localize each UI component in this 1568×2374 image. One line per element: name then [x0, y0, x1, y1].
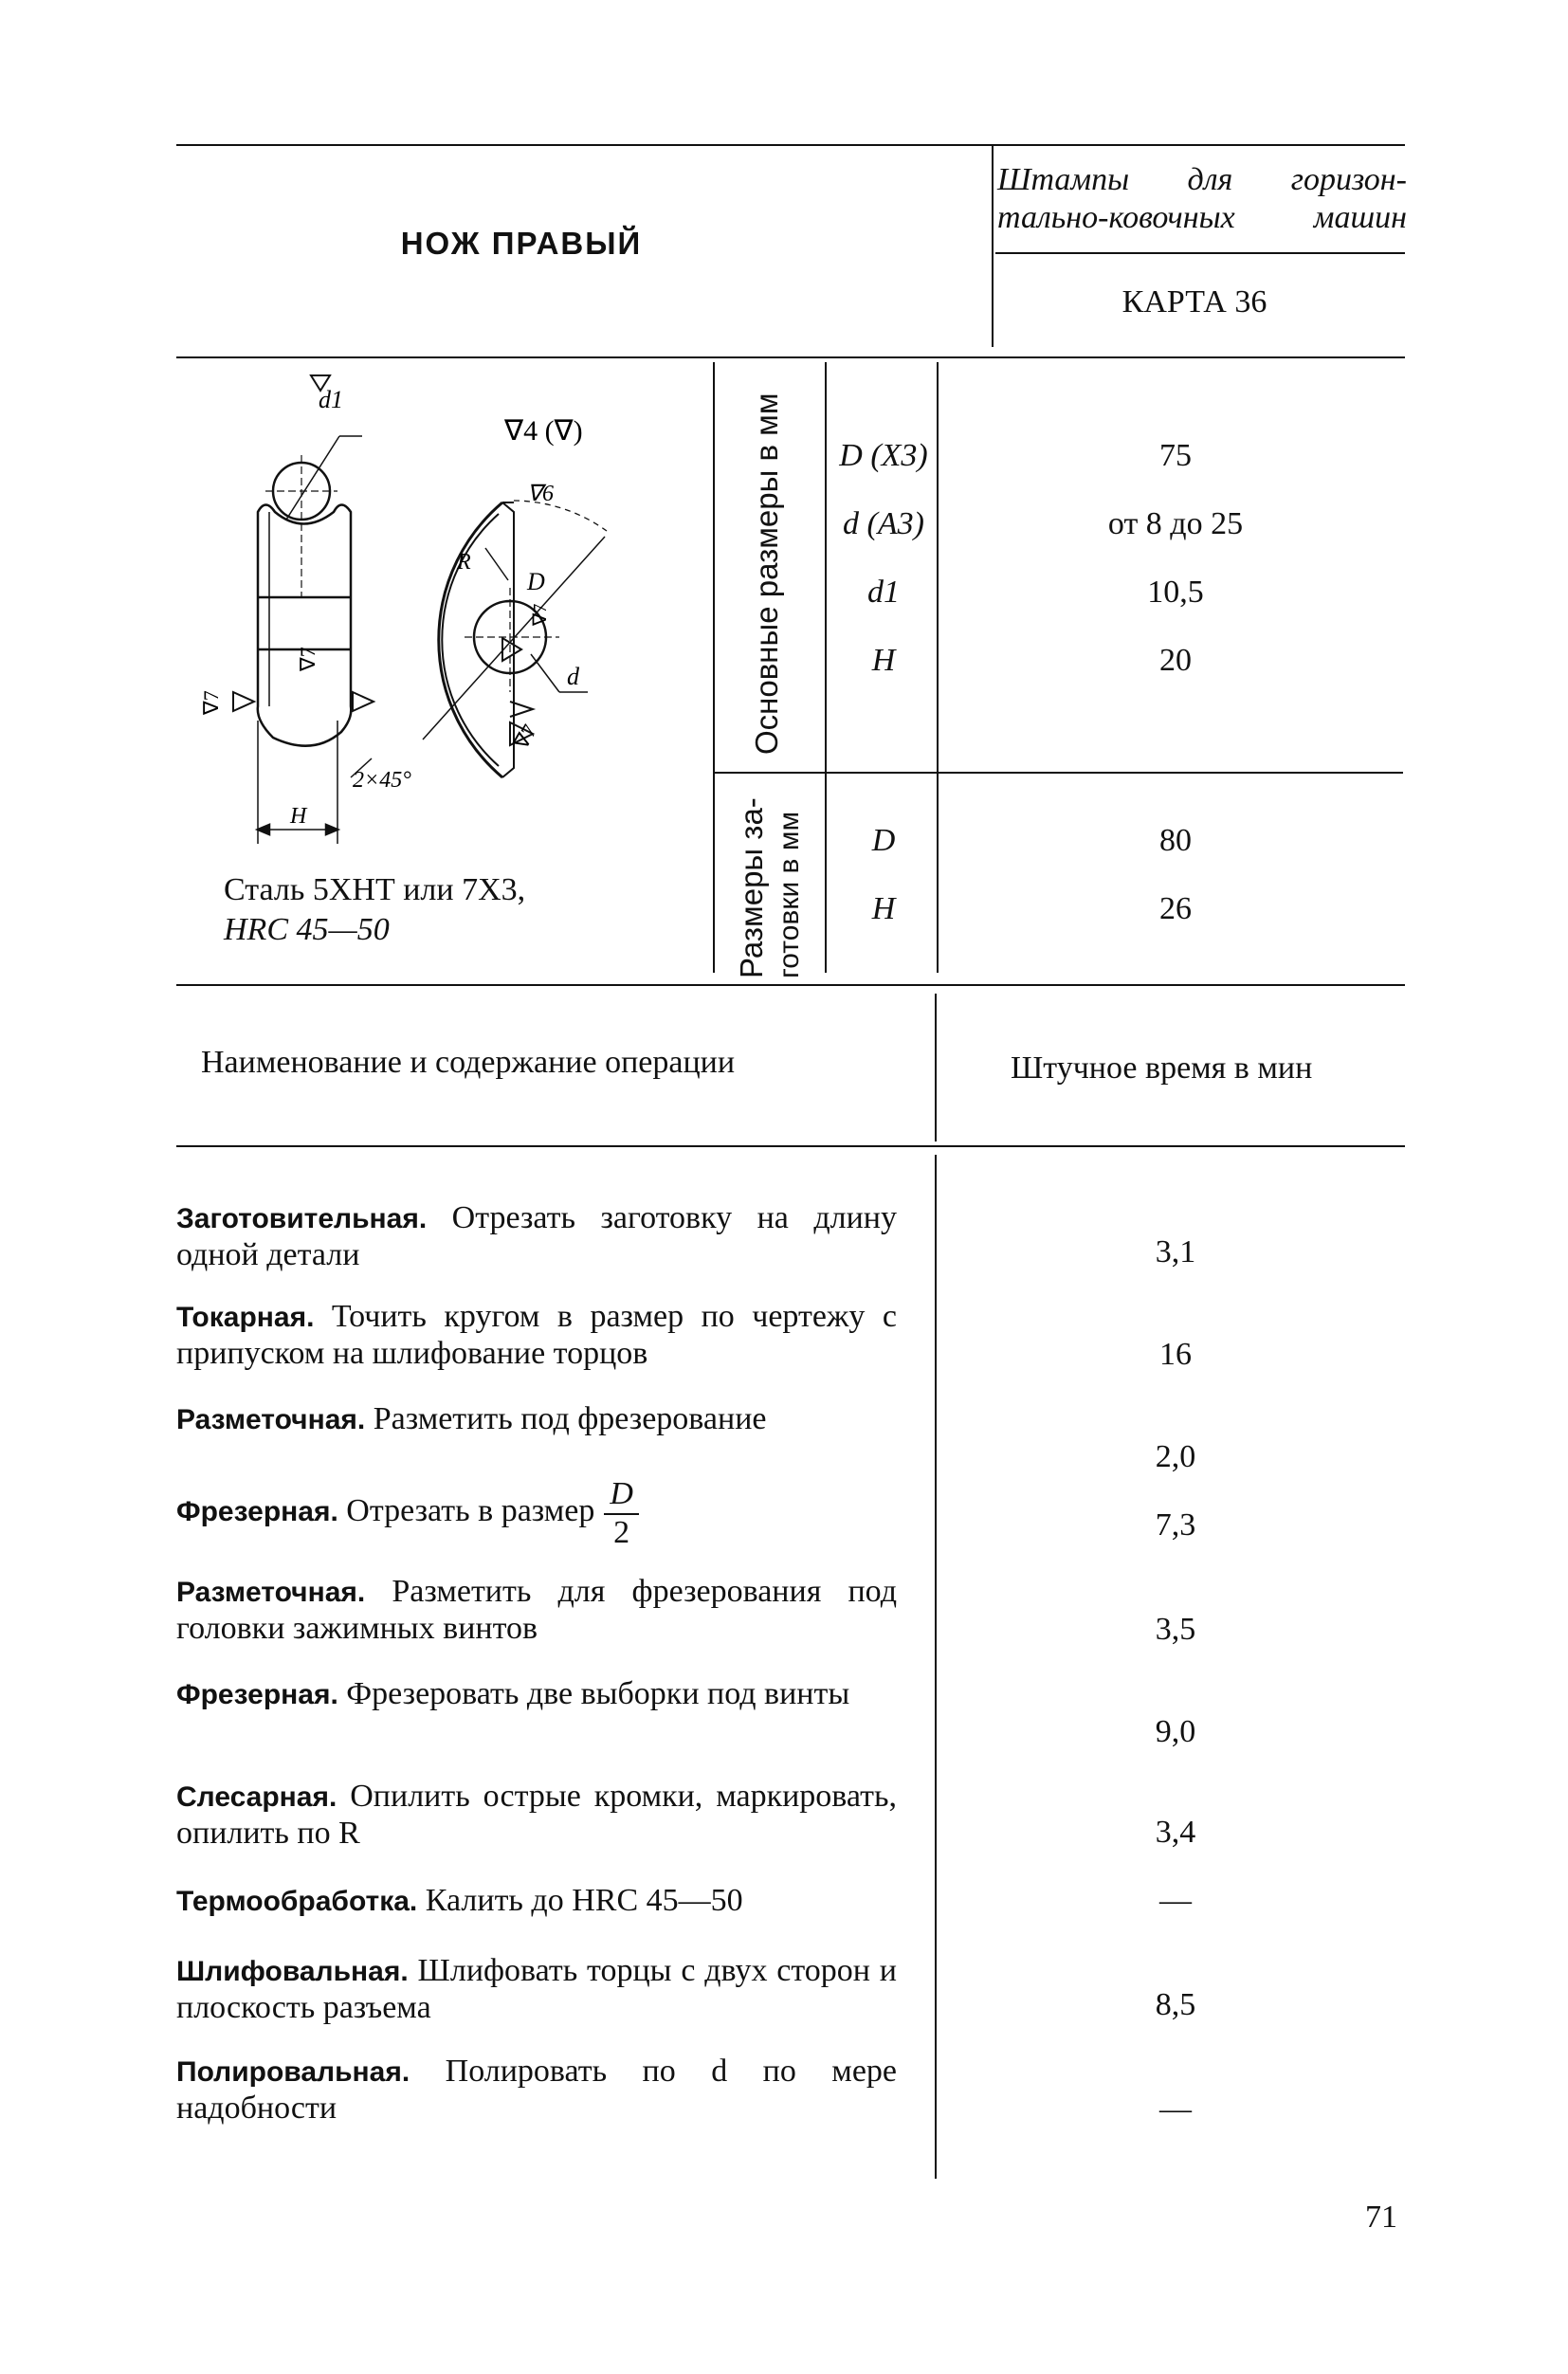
part-drawing: [199, 379, 683, 872]
value-D: 75: [1159, 438, 1192, 473]
operation-3: Разметочная. Разметить под фрезерование: [176, 1401, 767, 1436]
roughness-bore-label: ∇7: [530, 603, 551, 626]
dims-bottom-rule: [176, 984, 1405, 986]
dims-blank-label-1: Размеры за-: [734, 797, 769, 978]
page-title: НОЖ ПРАВЫЙ: [400, 226, 643, 261]
operation-8: Термообработка. Калить до HRC 45—50: [176, 1883, 743, 1918]
roughness-6-label: ∇6: [527, 482, 555, 506]
dims-blank-label-2: готовки в мм: [774, 811, 805, 978]
chamfer-label: 2×45°: [353, 768, 411, 793]
ops-header-rule: [176, 1145, 1405, 1147]
operation-7: Слесарная. Опилить острые кромки, маркировать, опилить по R: [176, 1779, 897, 1851]
roughness-main-label: ∇4 (∇): [504, 415, 583, 447]
time-5: 3,5: [1155, 1612, 1196, 1647]
fraction-D-over-2: $\frac{D}{2}$: [604, 1475, 639, 1551]
time-3: 2,0: [1155, 1439, 1196, 1474]
symbol-d-A3: d (A3): [843, 506, 924, 541]
symbol-H: H: [871, 643, 896, 678]
time-4: 7,3: [1155, 1507, 1196, 1543]
operation-2: Токарная. Точить кругом в размер по чертежу с припуском на шлифование торцов: [176, 1299, 897, 1371]
roughness-front-label: ∇7: [508, 720, 542, 754]
material-line-1: Сталь 5ХНТ или 7Х3,: [224, 872, 526, 907]
ops-column-divider: [935, 1155, 937, 2179]
symbol-d1: d1: [867, 575, 900, 610]
value-d: от 8 до 25: [1107, 506, 1244, 541]
material-line-2: HRC 45—50: [224, 912, 390, 947]
value-blank-D: 80: [1159, 823, 1192, 858]
roughness-left-label: ∇7: [296, 647, 319, 671]
R-label: R: [457, 550, 471, 575]
category-line-1: Штампы для горизон-: [997, 162, 1407, 197]
value-d1: 10,5: [1147, 575, 1204, 610]
symbol-blank-H: H: [871, 891, 896, 926]
D-label: D: [527, 568, 545, 595]
dims-main-label: Основные размеры в мм: [749, 393, 784, 755]
operation-4: Фрезерная. Отрезать в размер $\frac{D}{2}$: [176, 1475, 897, 1551]
dims-group-divider: [713, 772, 1403, 774]
value-blank-H: 26: [1159, 891, 1192, 926]
value-H: 20: [1159, 643, 1192, 678]
ops-time-header: Штучное время в мин: [1011, 1050, 1313, 1086]
operation-10: Полировальная. Полировать по d по мере надобности: [176, 2054, 898, 2126]
top-rule: [176, 144, 1405, 146]
dims-left-border: [713, 362, 715, 973]
roughness-left-label-2: ∇7: [199, 690, 223, 715]
header-divider: [992, 144, 994, 347]
card-number: КАРТА 36: [1121, 284, 1267, 320]
time-9: 8,5: [1155, 1987, 1196, 2022]
time-10: —: [1159, 2091, 1192, 2127]
d1-label: d1: [319, 386, 343, 413]
header-bottom-rule: [176, 356, 1405, 358]
category-line-2: тально-ковочных машин: [997, 200, 1407, 235]
operation-5: Разметочная. Разметить для фрезерования под головки зажимных винтов: [176, 1574, 897, 1646]
time-8: —: [1159, 1883, 1192, 1918]
symbol-blank-D: D: [871, 823, 896, 858]
time-7: 3,4: [1155, 1815, 1196, 1850]
operation-1: Заготовительная. Отрезать заготовку на длину одной детали: [176, 1200, 897, 1272]
time-1: 3,1: [1155, 1234, 1196, 1269]
card-rule: [995, 252, 1405, 254]
time-2: 16: [1159, 1337, 1192, 1372]
material-spec: [224, 870, 525, 950]
H-label: H: [290, 804, 307, 829]
d-label: d: [567, 663, 579, 690]
operation-9: Шлифовальная. Шлифовать торцы с двух сторон и плоскость разъема: [176, 1953, 898, 2025]
time-6: 9,0: [1155, 1714, 1196, 1749]
symbol-D-X3: D (X3): [839, 438, 928, 473]
page-number: 71: [1365, 2200, 1397, 2235]
ops-name-header: Наименование и содержание операции: [201, 1045, 736, 1080]
ops-header-divider: [935, 994, 937, 1141]
operation-6: Фрезерная. Фрезеровать две выборки под винты: [176, 1676, 850, 1711]
